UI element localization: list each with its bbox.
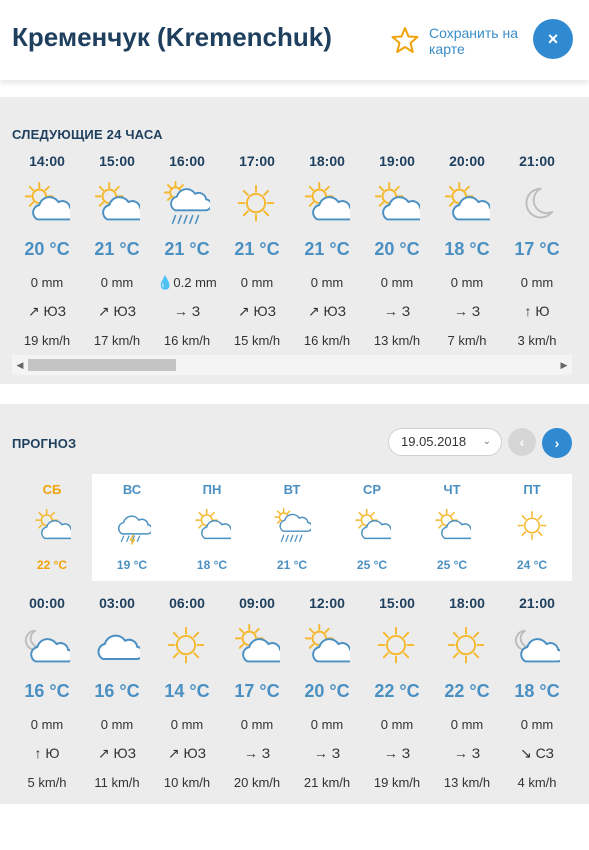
hour-time: 00:00 bbox=[29, 595, 65, 611]
hour-temperature: 17 °C bbox=[514, 239, 560, 259]
scroll-thumb[interactable] bbox=[28, 359, 176, 371]
hour-time: 15:00 bbox=[99, 153, 135, 169]
day-name: ПН bbox=[202, 482, 222, 497]
moon-icon bbox=[512, 181, 562, 227]
hour-wind-speed: 16 km/h bbox=[303, 333, 351, 348]
sun-icon bbox=[442, 623, 492, 669]
hour-temperature: 21 °C bbox=[234, 239, 280, 259]
day-temperature: 21 °C bbox=[276, 558, 308, 572]
hour-precipitation: 0 mm bbox=[520, 275, 554, 290]
hour-temperature: 21 °C bbox=[164, 239, 210, 259]
day-temperature: 18 °C bbox=[196, 558, 228, 572]
hour-time: 16:00 bbox=[169, 153, 205, 169]
hour-precipitation: 💧0.2 mm bbox=[157, 275, 217, 290]
moon-cloud-icon bbox=[512, 623, 562, 669]
hour-wind-speed: 20 km/h bbox=[233, 775, 281, 790]
hour-precipitation: 0 mm bbox=[450, 275, 484, 290]
hour-precipitation: 0 mm bbox=[380, 717, 414, 732]
hour-temperature: 20 °C bbox=[24, 239, 70, 259]
sun-cloud-rain-icon bbox=[273, 508, 311, 546]
hour-time: 20:00 bbox=[449, 153, 485, 169]
date-select[interactable] bbox=[388, 428, 502, 456]
hour-wind-direction: ↗ ЮЗ bbox=[167, 745, 207, 761]
day-tab[interactable] bbox=[412, 474, 492, 581]
hour-temperature: 22 °C bbox=[374, 681, 420, 701]
day-tab[interactable] bbox=[492, 474, 572, 581]
sun-cloud-icon bbox=[92, 181, 142, 227]
hour-wind-direction: → З bbox=[453, 303, 481, 319]
hour-precipitation: 0 mm bbox=[170, 717, 204, 732]
hour-time: 09:00 bbox=[239, 595, 275, 611]
cloud-icon bbox=[92, 623, 142, 669]
hour-temperature: 20 °C bbox=[304, 681, 350, 701]
day-name: СБ bbox=[42, 482, 62, 497]
hour-time: 21:00 bbox=[519, 595, 555, 611]
hour-wind-direction: → З bbox=[243, 745, 271, 761]
hour-wind-direction: → З bbox=[383, 303, 411, 319]
day-hours-row bbox=[12, 581, 572, 794]
hour-precipitation: 0 mm bbox=[100, 275, 134, 290]
forecast-title: ПРОГНОЗ bbox=[12, 436, 77, 451]
scroll-left-arrow-icon[interactable]: ◀ bbox=[16, 360, 24, 370]
star-icon[interactable] bbox=[391, 26, 419, 54]
horizontal-scrollbar[interactable] bbox=[12, 355, 572, 375]
day-tab[interactable] bbox=[12, 474, 92, 581]
hour-precipitation: 0 mm bbox=[240, 275, 274, 290]
sun-cloud-icon bbox=[232, 623, 282, 669]
hour-wind-speed: 11 km/h bbox=[94, 775, 140, 790]
day-name: ВТ bbox=[283, 482, 301, 497]
hour-precipitation: 0 mm bbox=[30, 275, 64, 290]
sun-cloud-icon bbox=[442, 181, 492, 227]
chevron-down-icon: ⌄ bbox=[482, 436, 491, 447]
day-tab[interactable] bbox=[92, 474, 172, 581]
sun-icon bbox=[372, 623, 422, 669]
hour-temperature: 14 °C bbox=[164, 681, 210, 701]
sun-cloud-low-icon bbox=[302, 623, 352, 669]
hour-wind-direction: ↗ ЮЗ bbox=[307, 303, 347, 319]
day-temperature: 25 °C bbox=[436, 558, 468, 572]
day-name: ЧТ bbox=[443, 482, 461, 497]
next-24-hours-row bbox=[12, 153, 572, 353]
hour-precipitation: 0 mm bbox=[100, 717, 134, 732]
close-button[interactable]: × bbox=[533, 19, 573, 59]
hour-time: 15:00 bbox=[379, 595, 415, 611]
hour-time: 17:00 bbox=[239, 153, 275, 169]
day-temperature: 22 °C bbox=[36, 558, 68, 572]
hour-temperature: 17 °C bbox=[234, 681, 280, 701]
page-title: Кременчук (Kremenchuk) bbox=[12, 22, 332, 52]
hour-wind-speed: 13 km/h bbox=[373, 333, 421, 348]
date-select-value: 19.05.2018 bbox=[401, 434, 467, 449]
hour-wind-direction: ↘ СЗ bbox=[519, 745, 555, 761]
day-tab[interactable] bbox=[252, 474, 332, 581]
hour-wind-direction: ↑ Ю bbox=[524, 303, 550, 319]
hour-wind-direction: ↑ Ю bbox=[34, 745, 60, 761]
day-tab[interactable] bbox=[172, 474, 252, 581]
next-day-button[interactable]: › bbox=[542, 428, 572, 458]
hour-wind-direction: ↗ ЮЗ bbox=[97, 303, 137, 319]
sun-cloud-rain-icon bbox=[162, 181, 212, 227]
sun-cloud-icon bbox=[22, 181, 72, 227]
hour-wind-speed: 16 km/h bbox=[163, 333, 211, 348]
hour-wind-speed: 10 km/h bbox=[163, 775, 211, 790]
hour-temperature: 18 °C bbox=[514, 681, 560, 701]
hour-temperature: 16 °C bbox=[24, 681, 70, 701]
hour-precipitation: 0 mm bbox=[450, 717, 484, 732]
hour-temperature: 16 °C bbox=[94, 681, 140, 701]
hour-time: 19:00 bbox=[379, 153, 415, 169]
hour-time: 18:00 bbox=[309, 153, 345, 169]
hour-wind-speed: 5 km/h bbox=[27, 775, 67, 790]
hour-time: 21:00 bbox=[519, 153, 555, 169]
hour-wind-direction: → З bbox=[173, 303, 201, 319]
forecast-panel bbox=[0, 404, 589, 804]
day-name: ВС bbox=[122, 482, 142, 497]
hour-wind-speed: 19 km/h bbox=[23, 333, 71, 348]
hour-precipitation: 0 mm bbox=[30, 717, 64, 732]
sun-cloud-icon bbox=[302, 181, 352, 227]
sun-icon bbox=[513, 508, 551, 546]
hour-wind-speed: 19 km/h bbox=[373, 775, 421, 790]
hour-temperature: 21 °C bbox=[94, 239, 140, 259]
sun-cloud-icon bbox=[372, 181, 422, 227]
sun-icon bbox=[162, 623, 212, 669]
day-name: СР bbox=[362, 482, 382, 497]
days-row bbox=[12, 474, 572, 581]
hour-time: 18:00 bbox=[449, 595, 485, 611]
previous-day-button[interactable]: ‹ bbox=[508, 428, 536, 456]
hour-time: 06:00 bbox=[169, 595, 205, 611]
hour-time: 14:00 bbox=[29, 153, 65, 169]
hour-temperature: 22 °C bbox=[444, 681, 490, 701]
hour-wind-direction: ↗ ЮЗ bbox=[237, 303, 277, 319]
hour-temperature: 20 °C bbox=[374, 239, 420, 259]
hour-time: 12:00 bbox=[309, 595, 345, 611]
day-temperature: 19 °C bbox=[116, 558, 148, 572]
scroll-right-arrow-icon[interactable]: ▶ bbox=[560, 360, 568, 370]
sun-cloud-icon bbox=[353, 508, 391, 546]
sun-icon bbox=[232, 181, 282, 227]
sun-cloud-icon bbox=[433, 508, 471, 546]
moon-cloud-icon bbox=[22, 623, 72, 669]
cloud-storm-icon bbox=[113, 508, 151, 546]
hour-wind-direction: → З bbox=[383, 745, 411, 761]
day-tab[interactable] bbox=[332, 474, 412, 581]
hour-temperature: 21 °C bbox=[304, 239, 350, 259]
hour-wind-speed: 3 km/h bbox=[517, 333, 557, 348]
hour-precipitation: 0 mm bbox=[520, 717, 554, 732]
hour-wind-speed: 15 km/h bbox=[233, 333, 281, 348]
day-temperature: 24 °C bbox=[516, 558, 548, 572]
hour-wind-speed: 13 km/h bbox=[443, 775, 491, 790]
next-24-hours-panel bbox=[0, 97, 589, 384]
day-temperature: 25 °C bbox=[356, 558, 388, 572]
hour-precipitation: 0 mm bbox=[310, 275, 344, 290]
hour-wind-speed: 21 km/h bbox=[303, 775, 351, 790]
hour-precipitation: 0 mm bbox=[240, 717, 274, 732]
header bbox=[0, 0, 589, 80]
next-24-hours-title: СЛЕДУЮЩИЕ 24 ЧАСА bbox=[12, 127, 163, 142]
hour-temperature: 18 °C bbox=[444, 239, 490, 259]
hour-wind-direction: ↗ ЮЗ bbox=[97, 745, 137, 761]
hour-wind-direction: → З bbox=[313, 745, 341, 761]
day-name: ПТ bbox=[523, 482, 541, 497]
hour-time: 03:00 bbox=[99, 595, 135, 611]
save-on-map-link[interactable]: Сохранить на карте bbox=[429, 25, 518, 57]
sun-cloud-icon bbox=[193, 508, 231, 546]
hour-wind-direction: ↗ ЮЗ bbox=[27, 303, 67, 319]
hour-precipitation: 0 mm bbox=[380, 275, 414, 290]
sun-cloud-icon bbox=[33, 508, 71, 546]
hour-wind-speed: 4 km/h bbox=[517, 775, 557, 790]
hour-precipitation: 0 mm bbox=[310, 717, 344, 732]
hour-wind-speed: 7 km/h bbox=[447, 333, 487, 348]
hour-wind-speed: 17 km/h bbox=[93, 333, 141, 348]
hour-wind-direction: → З bbox=[453, 745, 481, 761]
